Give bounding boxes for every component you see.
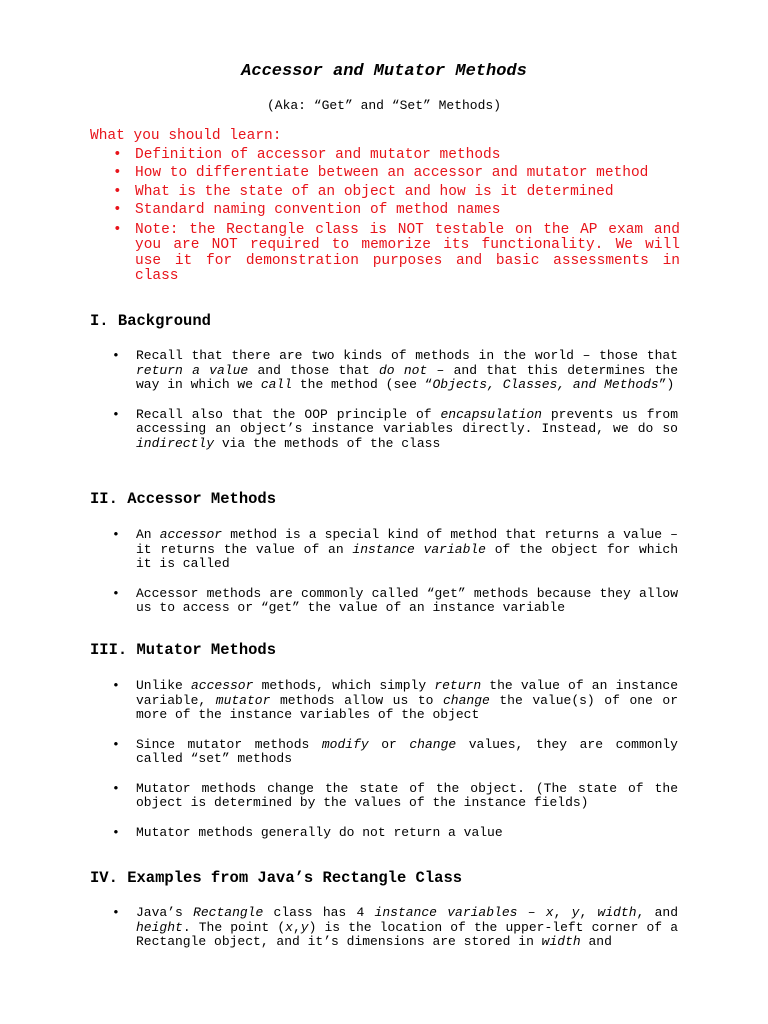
list-item (90, 738, 678, 767)
text: ) is the location of the upper-left corner of a Rectangle object, and it’s dimensions are stored in (136, 919, 678, 949)
list-item (90, 782, 678, 811)
learning-objectives-list (90, 146, 680, 285)
text: of the object for which it is called (136, 541, 679, 571)
emphasis: change (443, 692, 490, 708)
text: , (579, 905, 598, 920)
list-item: • Standard naming convention of method names (90, 201, 680, 220)
text: the value of an instance variable, (136, 678, 678, 708)
text: – and that this determines the way in which we (136, 362, 678, 392)
text: – (517, 905, 546, 920)
page-title: Accessor and Mutator Methods (241, 62, 527, 81)
list-item (90, 528, 678, 572)
text: and (580, 934, 612, 949)
text: , and (636, 905, 678, 920)
section-heading-background: I. Background (90, 312, 211, 330)
emphasis: x (545, 905, 554, 920)
emphasis: y (571, 905, 580, 920)
text: ”) (658, 377, 675, 392)
list-item (90, 826, 678, 841)
text: prevents us from accessing an object’s instance variables directly. Instead, we do so (136, 406, 678, 436)
text: values, they are commonly called “set” methods (136, 736, 678, 766)
section-heading-examples: IV. Examples from Java’s Rectangle Class (90, 869, 463, 887)
mutator-list (90, 679, 678, 840)
text: . The point ( (182, 919, 286, 935)
text: method is a special kind of method that returns a value – it returns the value of an (136, 527, 678, 557)
emphasis: do not (378, 362, 428, 378)
text: Since mutator methods (136, 736, 322, 752)
text: Recall that there are two kinds of methods in the world – those that (136, 348, 678, 363)
emphasis: accessor (190, 678, 254, 693)
list-item (90, 587, 678, 616)
examples-list (90, 906, 678, 950)
emphasis: width (541, 934, 581, 949)
emphasis: mutator (215, 692, 271, 708)
emphasis: indirectly (136, 435, 215, 451)
section-heading-accessor: II. Accessor Methods (90, 490, 277, 508)
emphasis: x (285, 919, 293, 935)
learning-objectives (90, 127, 680, 285)
text: the value(s) of one or more of the instance variables of the object (136, 692, 679, 722)
emphasis: encapsulation (440, 406, 542, 422)
emphasis: Objects, Classes, and Methods (432, 377, 659, 392)
learning-objectives-heading: What you should learn: (90, 128, 282, 144)
text: via the methods of the class (214, 435, 441, 451)
emphasis: instance variables (374, 905, 518, 920)
list-item (90, 906, 678, 950)
emphasis: y (300, 919, 309, 935)
background-list (90, 349, 678, 451)
text: and those that (248, 362, 379, 378)
emphasis: modify (321, 736, 369, 752)
section-heading-mutator: III. Mutator Methods (90, 641, 277, 659)
text: methods, which simply (253, 678, 435, 693)
list-item: • Definition of accessor and mutator methods (90, 146, 680, 165)
text: Unlike (136, 678, 191, 693)
list-item (90, 679, 678, 723)
accessor-list (90, 528, 678, 616)
text: the method (see “ (292, 377, 433, 392)
list-item: • Note: the Rectangle class is NOT testable on the AP exam and you are NOT required to memorize its functionality. We will use it for demonstration purposes and basic assessments in class (90, 223, 680, 285)
page-subtitle: (Aka: “Get” and “Set” Methods) (266, 98, 502, 113)
emphasis: return a value (136, 362, 249, 378)
text: Mutator methods generally do not return a value (136, 824, 503, 840)
emphasis: height (136, 919, 183, 935)
text: An (136, 527, 160, 542)
text: , (553, 905, 572, 920)
text: , (292, 919, 301, 935)
list-item: • How to differentiate between an accessor and mutator method (90, 164, 680, 183)
emphasis: return (434, 678, 482, 693)
text: class has 4 (263, 905, 375, 920)
text: Accessor methods are commonly called “get” methods because they allow us to access or “get” the value of an instance variable (136, 585, 678, 615)
text: Java’s (136, 905, 194, 920)
emphasis: width (597, 905, 637, 920)
emphasis: accessor (159, 527, 223, 542)
text: methods allow us to (270, 692, 443, 708)
emphasis: call (260, 377, 293, 392)
list-item: • What is the state of an object and how is it determined (90, 183, 680, 202)
list-item (90, 349, 678, 393)
text: Mutator methods change the state of the object. (The state of the object is determined by the values of the instance fields) (136, 780, 678, 810)
emphasis: Rectangle (193, 905, 264, 920)
emphasis: instance variable (352, 541, 486, 557)
text: or (368, 736, 410, 752)
emphasis: change (409, 736, 457, 752)
list-item (90, 408, 678, 452)
text: Recall also that the OOP principle of (136, 406, 441, 422)
